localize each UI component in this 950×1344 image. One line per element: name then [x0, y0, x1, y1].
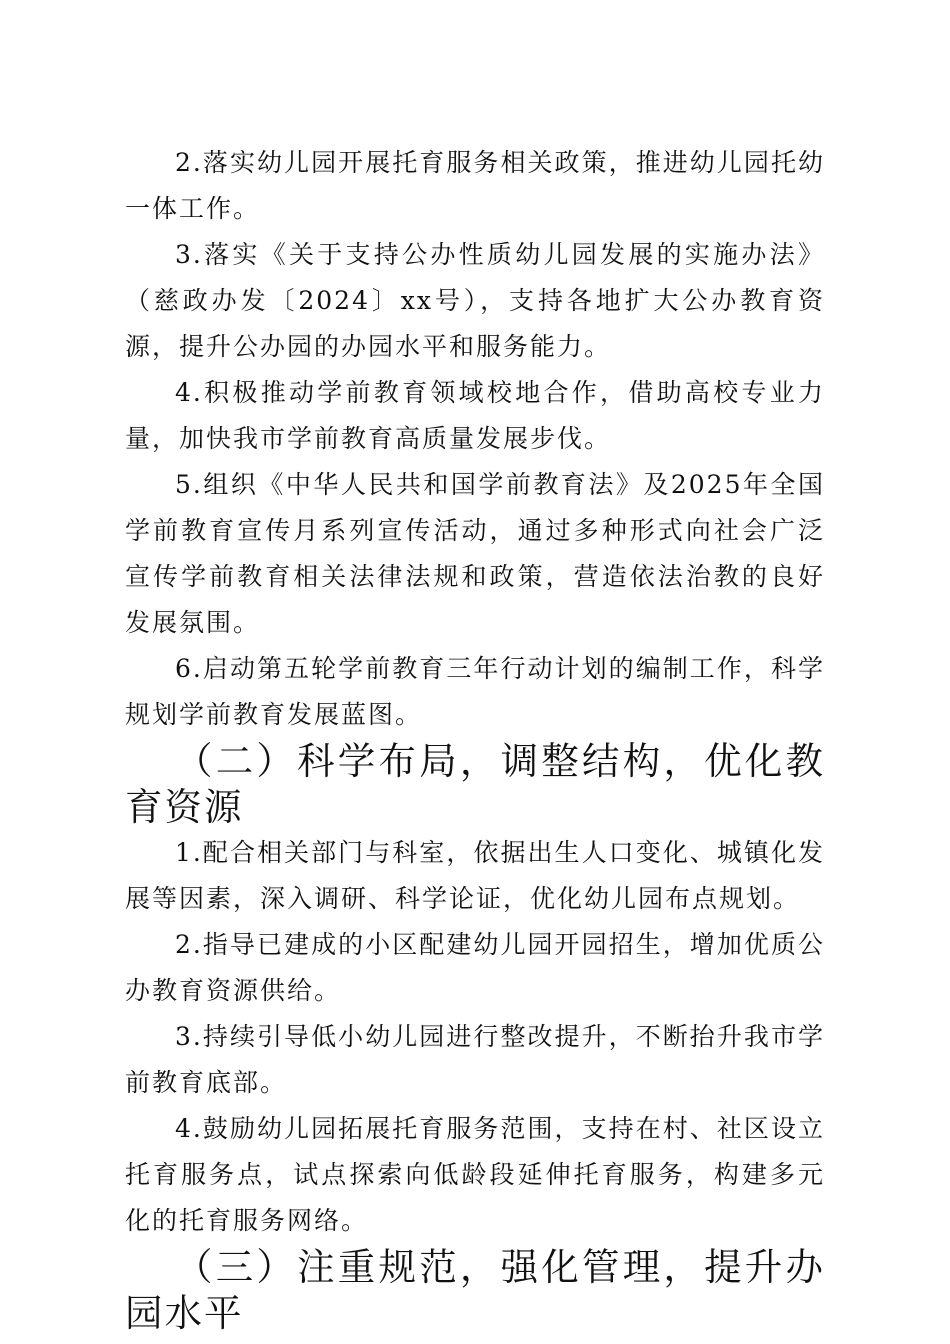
section-heading: （二）科学布局，调整结构，优化教育资源	[125, 739, 825, 829]
paragraph-item: 1.配合相关部门与科室，依据出生人口变化、城镇化发展等因素，深入调研、科学论证，优化幼儿园布点规划。	[125, 838, 825, 913]
section-heading: （三）注重规范，强化管理，提升办园水平	[125, 1245, 825, 1335]
paragraph-item: 3.落实《关于支持公办性质幼儿园发展的实施办法》（慈政办发〔2024〕xx号），支持各地扩大公办教育资源，提升公办园的办园水平和服务能力。	[125, 240, 825, 361]
paragraph-item: 2.指导已建成的小区配建幼儿园开园招生，增加优质公办教育资源供给。	[125, 930, 825, 1005]
paragraph-item: 3.持续引导低小幼儿园进行整改提升，不断抬升我市学前教育底部。	[125, 1022, 825, 1097]
paragraph-item: 5.组织《中华人民共和国学前教育法》及2025年全国学前教育宣传月系列宣传活动，通过多种形式向社会广泛宣传学前教育相关法律法规和政策，营造依法治教的良好发展氛围。	[125, 470, 825, 637]
document-body	[125, 140, 825, 1336]
paragraph-item: 4.鼓励幼儿园拓展托育服务范围，支持在村、社区设立托育服务点，试点探索向低龄段延伸托育服务，构建多元化的托育服务网络。	[125, 1114, 825, 1235]
paragraph-item: 4.积极推动学前教育领域校地合作，借助高校专业力量，加快我市学前教育高质量发展步伐。	[125, 378, 825, 453]
paragraph-item: 2.落实幼儿园开展托育服务相关政策，推进幼儿园托幼一体工作。	[125, 148, 825, 223]
paragraph-item: 6.启动第五轮学前教育三年行动计划的编制工作，科学规划学前教育发展蓝图。	[125, 654, 825, 729]
